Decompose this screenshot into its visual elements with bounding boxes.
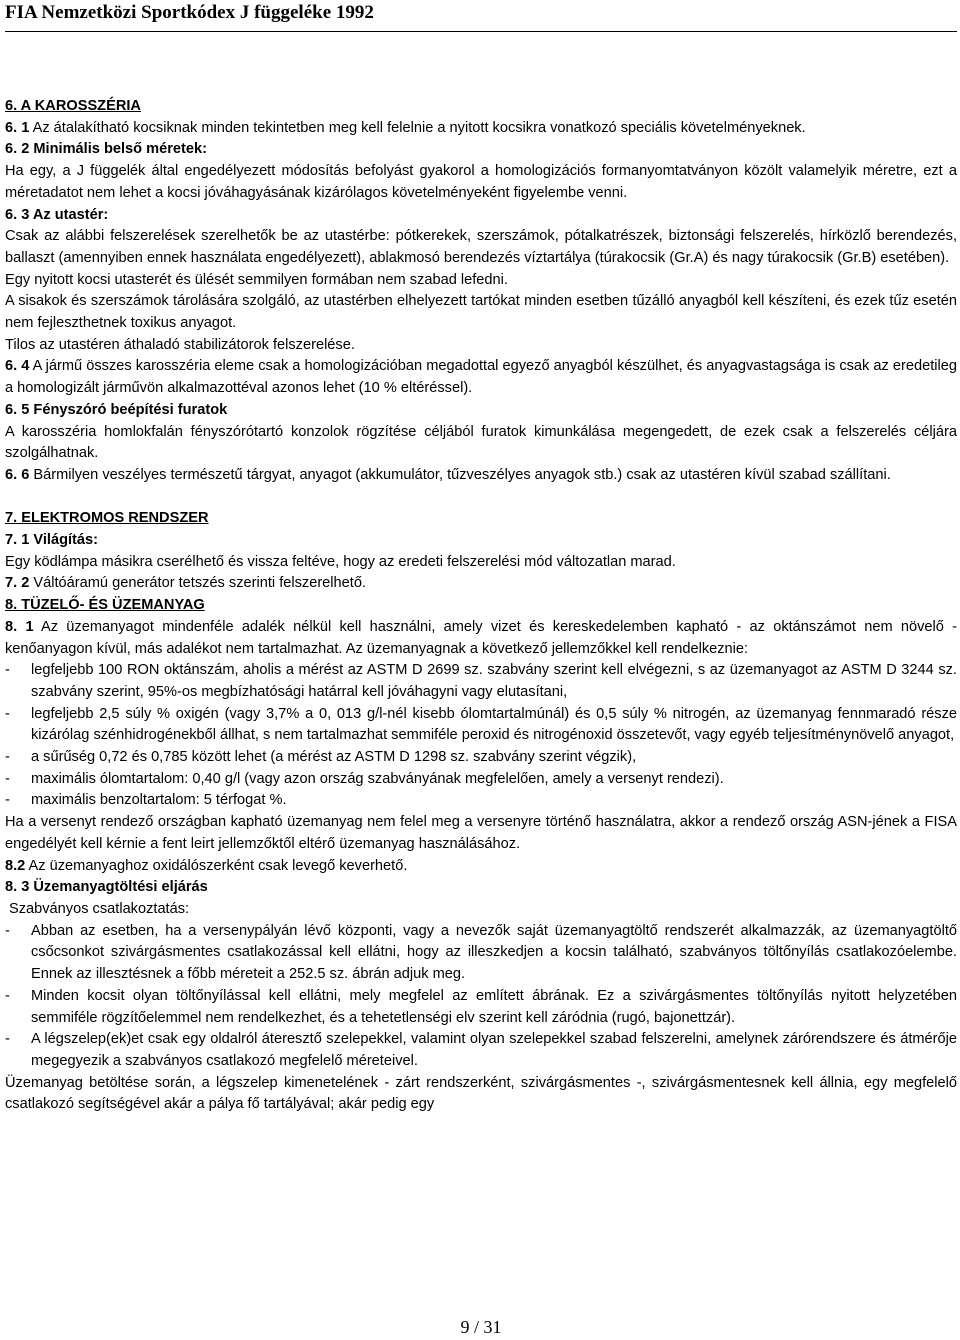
paragraph-6-3-d: Tilos az utastéren áthaladó stabilizátorok felszerelése. [5,336,355,353]
paragraph-8-1-b: Ha a versenyt rendező országban kapható üzemanyag nem felel meg a versenyre történő használatra, akkor a rendező ország ASN-jének a FISA engedélyét kell kérnie a fent leirt jellemzőktől eltérő üzemanyag használásához. [5,814,957,852]
heading-6-2: 6. 2 Minimális belső méretek: [5,141,207,158]
clause-subnumber: 5 [21,401,30,418]
clause-number: 8. [5,618,26,635]
paragraph-6-3-c: A sisakok és szerszámok tárolására szolgáló, az utastérben elhelyezett tartókat minden esetben tűzálló anyagból kell készíteni, és ezek tűz esetén nem fejleszthetnek toxikus anyagot. [5,293,957,332]
paragraph-6-6 [5,465,957,487]
list-item: - maximális ólomtartalom: 0,40 g/l (vagy azon ország szabványának megfelelően, amely a versenyt rendezi). [5,770,724,787]
clause-text: Váltóáramú generátor tetszés szerinti felszerelhető. [29,575,366,592]
paragraph-6-5: A karosszéria homlokfalán fényszórótartó konzolok rögzítése céljából furatok kimunkálása megengedett, de ezek csak a felszerelés céljára szolgálhatnak. [5,423,957,462]
clause-subnumber: 1 [25,618,34,635]
clause-subnumber: 6 [21,466,30,483]
paragraph-6-3-a: Csak az alábbi felszerelések szerelhetők be az utastérbe: pótkerekek, szerszámok, pótalkatrészek, biztonsági felszerelés, hírközlő berendezés, ballaszt (amennyiben ennek használata engedélyezett), ablakmosó berendezés víztartálya (túrakocsik (Gr.A) és nagy túrakocsik (Gr.B) esetében). [5,228,957,266]
paragraph-8-2 [5,856,957,878]
paragraph-8-3-b: Üzemanyag betöltése során, a légszelep kimenetelének - zárt rendszerként, szivárgásmentes -, szivárgásmentesnek kell állnia, egy megfelelő csatlakozó segítségével akár a pálya fő tartályával; akár pedig egy [5,1074,957,1113]
clause-text: Bármilyen veszélyes természetű tárgyat, anyagot (akkumulátor, tűzveszélyes anyagok stb.) csak az utastéren kívül szabad szállítani. [29,466,891,483]
clause-number: 6. [5,466,22,483]
clause-text: A jármű összes karosszéria eleme csak a homologizációban megadottal egyező anyagból készülhet, és anyagvastagsága is csak az eredetileg a homologizált járművön alkalmazottéval azonos lehet (10 % eltéréssel). [5,358,957,397]
clause-subnumber: 4 [21,358,30,375]
list-item: - a sűrűség 0,72 és 0,785 között lehet (a mérést az ASTM D 1298 sz. szabvány szerint végzik), [5,749,637,766]
section-7-title: 7. ELEKTROMOS RENDSZER [5,510,209,527]
list-item: - Abban az esetben, ha a versenypályán lévő központi, vagy a nevezők saját üzemanyagtöltő rendszerét alkalmazzák, az üzemanyagtöltő csőcsonkot szivárgásmentes csatlakozással kell ellátni, hogy az illeszkedjen a kocsin található, szabványos töltőnyílás csatlakozóelembe. Ennek az illesztésnek a főbb méreteit a 252.5 sz. ábrán adjuk meg. [5,922,957,983]
paragraph-6-3-b: Egy nyitott kocsi utasterét és ülését semmilyen formában nem szabad lefedni. [5,271,508,288]
heading-7-1: 7. 1 Világítás: [5,532,99,549]
heading-8-3: 8. 3 Üzemanyagtöltési eljárás [5,879,208,896]
page-number: 9 / 31 [460,1317,502,1337]
paragraph-6-1 [5,118,957,140]
list-item: - Minden kocsit olyan töltőnyílással kell ellátni, mely megfelel az említett ábrának. Ez a szivárgásmentes töltőnyílás nyitott helyzetében semmiféle rögzítőelemmel nem rendelkezhet, és a tehetetlenségi elv szerint kell záródnia (rugó, bajonettzár). [5,987,957,1026]
heading-6-3: 6. 3 Az utastér: [5,206,109,223]
list-item: - legfeljebb 2,5 súly % oxigén (vagy 3,7% a 0, 013 g/l-nél kisebb ólomtartalmúnál) és 0,5 súly % nitrogén, az üzemanyag fennmaradó része kizárólag szénhidrogénekből állhat, s nem tartalmazhat semmiféle peroxid és nitrogénoxid összetevőt, vagy egyéb teljesítménynövelő anyagot, [5,705,957,744]
clause-number: 8.2 [5,857,26,874]
clause-text: Az üzemanyagot mindenféle adalék nélkül kell használni, amely vizet és kereskedelemben kapható - az oktánszámot nem növelő - kenőanyagon kívül, más adalékot nem tartalmazhat. Az üzemanyagnak a következő jellemzőkkel kell rendelkeznie: [5,618,957,657]
clause-text: Az üzemanyaghoz oxidálószerként csak levegő keverhető. [25,857,408,874]
paragraph-6-2: Ha egy, a J függelék által engedélyezett módosítás befolyást gyakorol a homologizációs formanyomtatványon közölt valamelyik méretre, ezt a méretadatot nem lehet a kocsi jóváhagyásának kizárólagos követelményeként figyelembe venni. [5,163,957,201]
page-footer [5,1316,957,1338]
clause-text: Az átalakítható kocsiknak minden tekintetben meg kell felelnie a nyitott kocsikra vonatkozó speciális követelményeknek. [29,119,806,136]
paragraph-8-1 [5,617,957,660]
subheading-8-3: Szabványos csatlakoztatás: [9,901,190,917]
document-page [5,0,957,1340]
list-item: - maximális benzoltartalom: 5 térfogat %. [5,792,287,809]
clause-number: 6. [5,358,22,375]
clause-heading: Fényszóró beépítési furatok [29,401,228,418]
section-8-title: 8. TÜZELŐ- ÉS ÜZEMANYAG [5,597,205,614]
document-body [5,96,957,1116]
heading-6-5 [5,400,957,422]
page-header [5,0,957,32]
clause-number: 6. [5,401,22,418]
section-6-title: 6. A KAROSSZÉRIA [5,98,141,114]
header-title: FIA Nemzetközi Sportkódex J függeléke 1992 [5,2,374,23]
list-item: - A légszelep(ek)et csak egy oldalról áteresztő szelepekkel, valamint olyan szelepekkel szabad felszerelni, amelynek zárórendszere és átmérője megegyezik a szabványos csatlakozó megfelelő méreteivel. [5,1031,957,1069]
spacer [5,487,957,509]
paragraph-7-2 [5,573,957,595]
list-item: - legfeljebb 100 RON oktánszám, aholis a mérést az ASTM D 2699 sz. szabvány szerint kell elvégezni, s az üzemanyagot az ASTM D 3244 sz. szabvány szerint, 95%-os megbízhatósági határral kell jóváhagyni vagy elutasítani, [5,662,957,700]
clause-number: 6. 1 [5,119,30,136]
clause-number: 7. [5,575,22,592]
clause-subnumber: 2 [21,575,30,592]
paragraph-6-4 [5,356,957,399]
paragraph-7-1: Egy ködlámpa másikra cserélhető és vissza feltéve, hogy az eredeti felszerelési mód változatlan marad. [5,553,676,570]
